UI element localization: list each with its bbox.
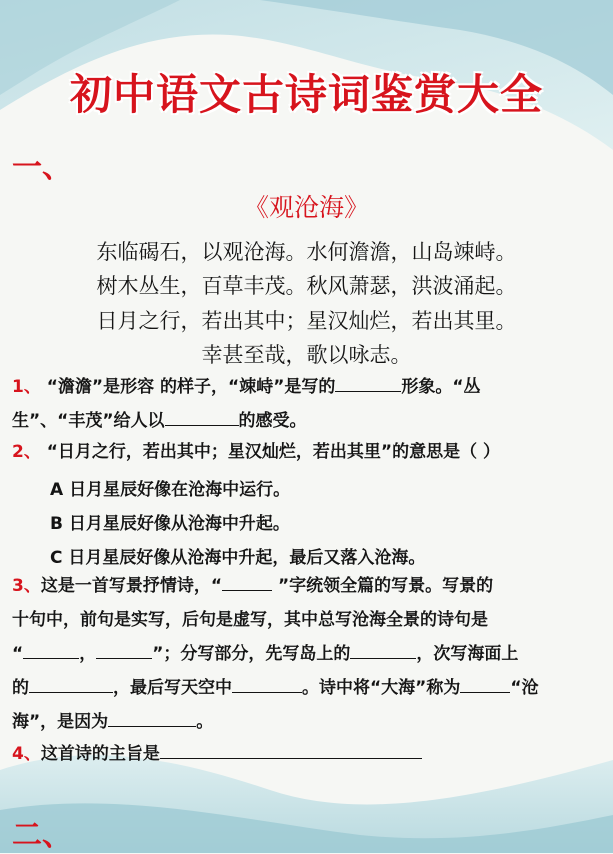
question-3-text: ”；分写部分，先写岛上的: [152, 644, 351, 664]
answer-blank[interactable]: [222, 573, 272, 591]
question-1-text-a: “澹澹”是形容 的样子，“竦峙”是写的: [40, 377, 336, 397]
question-3-number: 3、: [12, 576, 41, 596]
poem-title: 《观沧海》: [243, 193, 369, 222]
question-3-text: ”字统领全篇的写景。写景的: [272, 576, 494, 596]
question-3: [12, 569, 602, 739]
question-3-text: ，次写海面上: [416, 644, 519, 664]
answer-blank[interactable]: [23, 641, 79, 659]
answer-blank[interactable]: [29, 675, 113, 693]
question-3-text: ，最后写天空中: [113, 678, 232, 698]
answer-blank[interactable]: [165, 408, 239, 426]
question-2-option-c[interactable]: C 日月星辰好像从沧海中升起，最后又落入沧海。: [50, 548, 426, 568]
question-3-text: 的: [12, 678, 29, 698]
question-1-text-b: 形象。“丛: [401, 377, 481, 397]
question-4-number: 4、: [12, 744, 41, 764]
section-one-marker: 一、: [12, 150, 72, 185]
question-4: [12, 737, 602, 771]
answer-blank[interactable]: [335, 374, 401, 392]
section-two-marker: 二、: [12, 818, 72, 853]
question-4-text: 这首诗的主旨是: [40, 744, 160, 764]
question-2-number: 2、: [12, 442, 41, 462]
question-3-text: 十句中，前句是实写，后句是虚写，其中总写沧海全景的诗句是: [12, 610, 488, 630]
answer-blank[interactable]: [108, 709, 196, 727]
poem-line-4: 幸甚至哉，歌以咏志。: [201, 343, 412, 367]
answer-blank[interactable]: [232, 675, 302, 693]
question-2-option-b[interactable]: B 日月星辰好像从沧海中升起。: [50, 514, 290, 534]
question-2-text: “日月之行，若出其中；星汉灿烂，若出其里”的意思是（ ）: [40, 442, 501, 462]
question-3-text: “沧: [510, 678, 539, 698]
question-1: [12, 370, 602, 438]
question-1-text-c: 生”、“丰茂”给人以: [12, 411, 165, 431]
question-2: [12, 435, 602, 469]
question-3-text: 这是一首写景抒情诗，“: [40, 576, 223, 596]
question-3-text: ，: [79, 644, 97, 664]
question-3-text: “: [12, 644, 24, 664]
question-1-text-d: 的感受。: [238, 411, 307, 431]
question-3-text: 海”，是因为: [12, 712, 109, 732]
answer-blank[interactable]: [460, 675, 510, 693]
question-3-text: 。诗中将“大海”称为: [302, 678, 461, 698]
question-2-option-a[interactable]: A 日月星辰好像在沧海中运行。: [50, 480, 291, 500]
answer-blank[interactable]: [350, 641, 416, 659]
poem-line-3: 日月之行，若出其中；星汉灿烂，若出其里。: [96, 309, 517, 333]
question-1-number: 1、: [12, 377, 41, 397]
poem-line-2: 树木丛生，百草丰茂。秋风萧瑟，洪波涌起。: [96, 274, 517, 298]
answer-blank[interactable]: [96, 641, 152, 659]
poem-line-1: 东临碣石，以观沧海。水何澹澹，山岛竦峙。: [96, 240, 517, 264]
page-title: 初中语文古诗词鉴赏大全: [69, 70, 543, 119]
question-3-text: 。: [196, 712, 214, 732]
answer-blank[interactable]: [160, 741, 422, 759]
